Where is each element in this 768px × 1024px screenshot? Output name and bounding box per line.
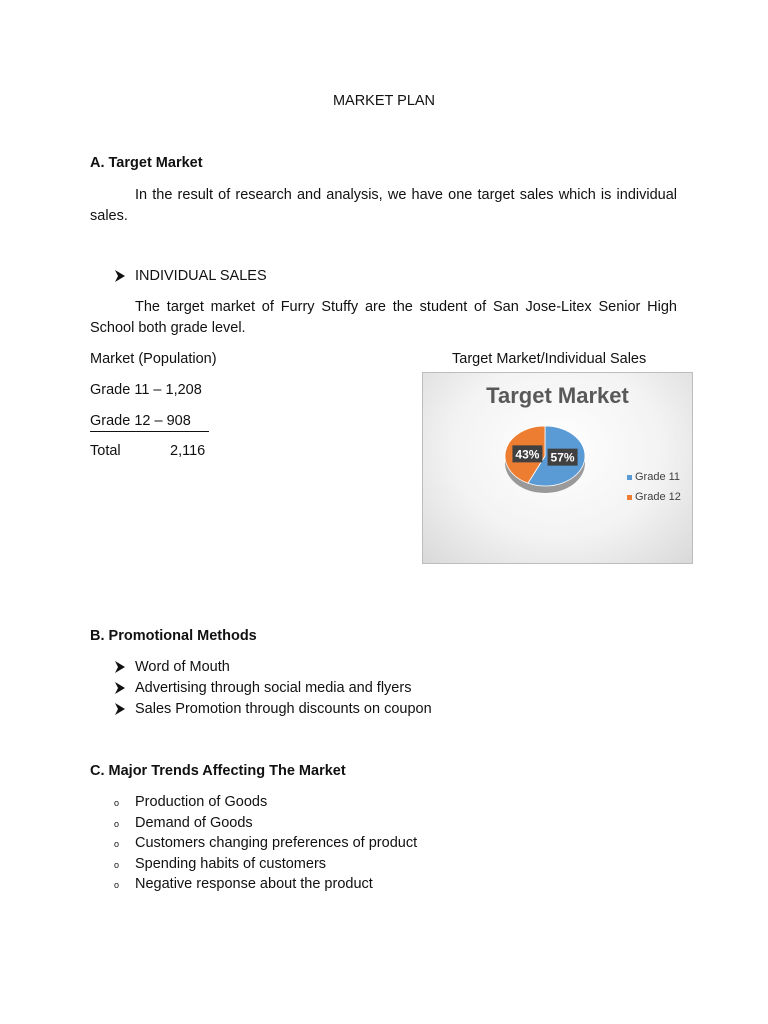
legend-item-grade-11 <box>627 471 680 483</box>
section-b-heading: B. Promotional Methods <box>90 628 257 644</box>
circle-bullet-icon: o <box>114 859 120 870</box>
section-a-intro: In the result of research and analysis, we have one target sales which is individual sales. <box>90 187 677 224</box>
circle-bullet-icon: o <box>114 798 120 808</box>
promotional-method-item: Sales Promotion through discounts on coupon <box>135 701 432 717</box>
legend-label-grade-12: Grade 12 <box>635 491 681 503</box>
arrow-bullet-icon <box>114 270 126 282</box>
circle-bullet-icon: o <box>114 839 120 849</box>
market-trend-item: Demand of Goods <box>135 814 253 831</box>
circle-bullet-icon: o <box>114 818 120 829</box>
arrow-bullet-icon <box>114 682 126 694</box>
section-c-heading: C. Major Trends Affecting The Market <box>90 763 346 779</box>
grade-12-population: Grade 12 – 908 <box>90 413 191 429</box>
market-trend-item: Spending habits of customers <box>135 855 327 872</box>
legend-swatch-grade-11 <box>627 475 632 480</box>
individual-sales-bullet: INDIVIDUAL SALES <box>135 268 267 284</box>
market-trend-item: Negative response about the product <box>135 876 373 892</box>
legend-label-grade-11: Grade 11 <box>635 471 681 483</box>
legend-item-grade-12 <box>627 491 681 503</box>
section-a-heading: A. Target Market <box>90 155 203 171</box>
market-population-label: Market (Population) <box>90 351 217 367</box>
page-title: MARKET PLAN <box>332 93 436 109</box>
pie-label-text: 43% <box>515 447 540 462</box>
chart-caption: Target Market/Individual Sales <box>452 351 647 367</box>
chart-title: Target Market <box>486 383 629 408</box>
legend-swatch-grade-12 <box>627 495 632 500</box>
circle-bullet-icon: o <box>114 880 120 890</box>
arrow-bullet-icon <box>114 703 126 715</box>
promotional-method-item: Word of Mouth <box>135 659 230 675</box>
sum-divider <box>90 431 209 432</box>
market-trend-item: Customers changing preferences of product <box>135 835 418 851</box>
market-trend-item: Production of Goods <box>135 794 268 810</box>
total-value: 2,116 <box>170 443 206 459</box>
pie-label-text: 57% <box>550 450 575 465</box>
promotional-method-item: Advertising through social media and flyers <box>135 680 412 696</box>
pie-label-grade-12 <box>512 445 542 462</box>
target-market-chart <box>422 372 693 564</box>
arrow-bullet-icon <box>114 661 126 673</box>
pie-label-grade-11 <box>548 449 578 466</box>
grade-11-population: Grade 11 – 1,208 <box>90 382 202 398</box>
pie-chart <box>503 423 615 513</box>
section-a-paragraph: The target market of Furry Stuffy are the student of San Jose-Litex Senior High School both grade level. <box>90 299 677 336</box>
total-label: Total <box>90 443 121 459</box>
